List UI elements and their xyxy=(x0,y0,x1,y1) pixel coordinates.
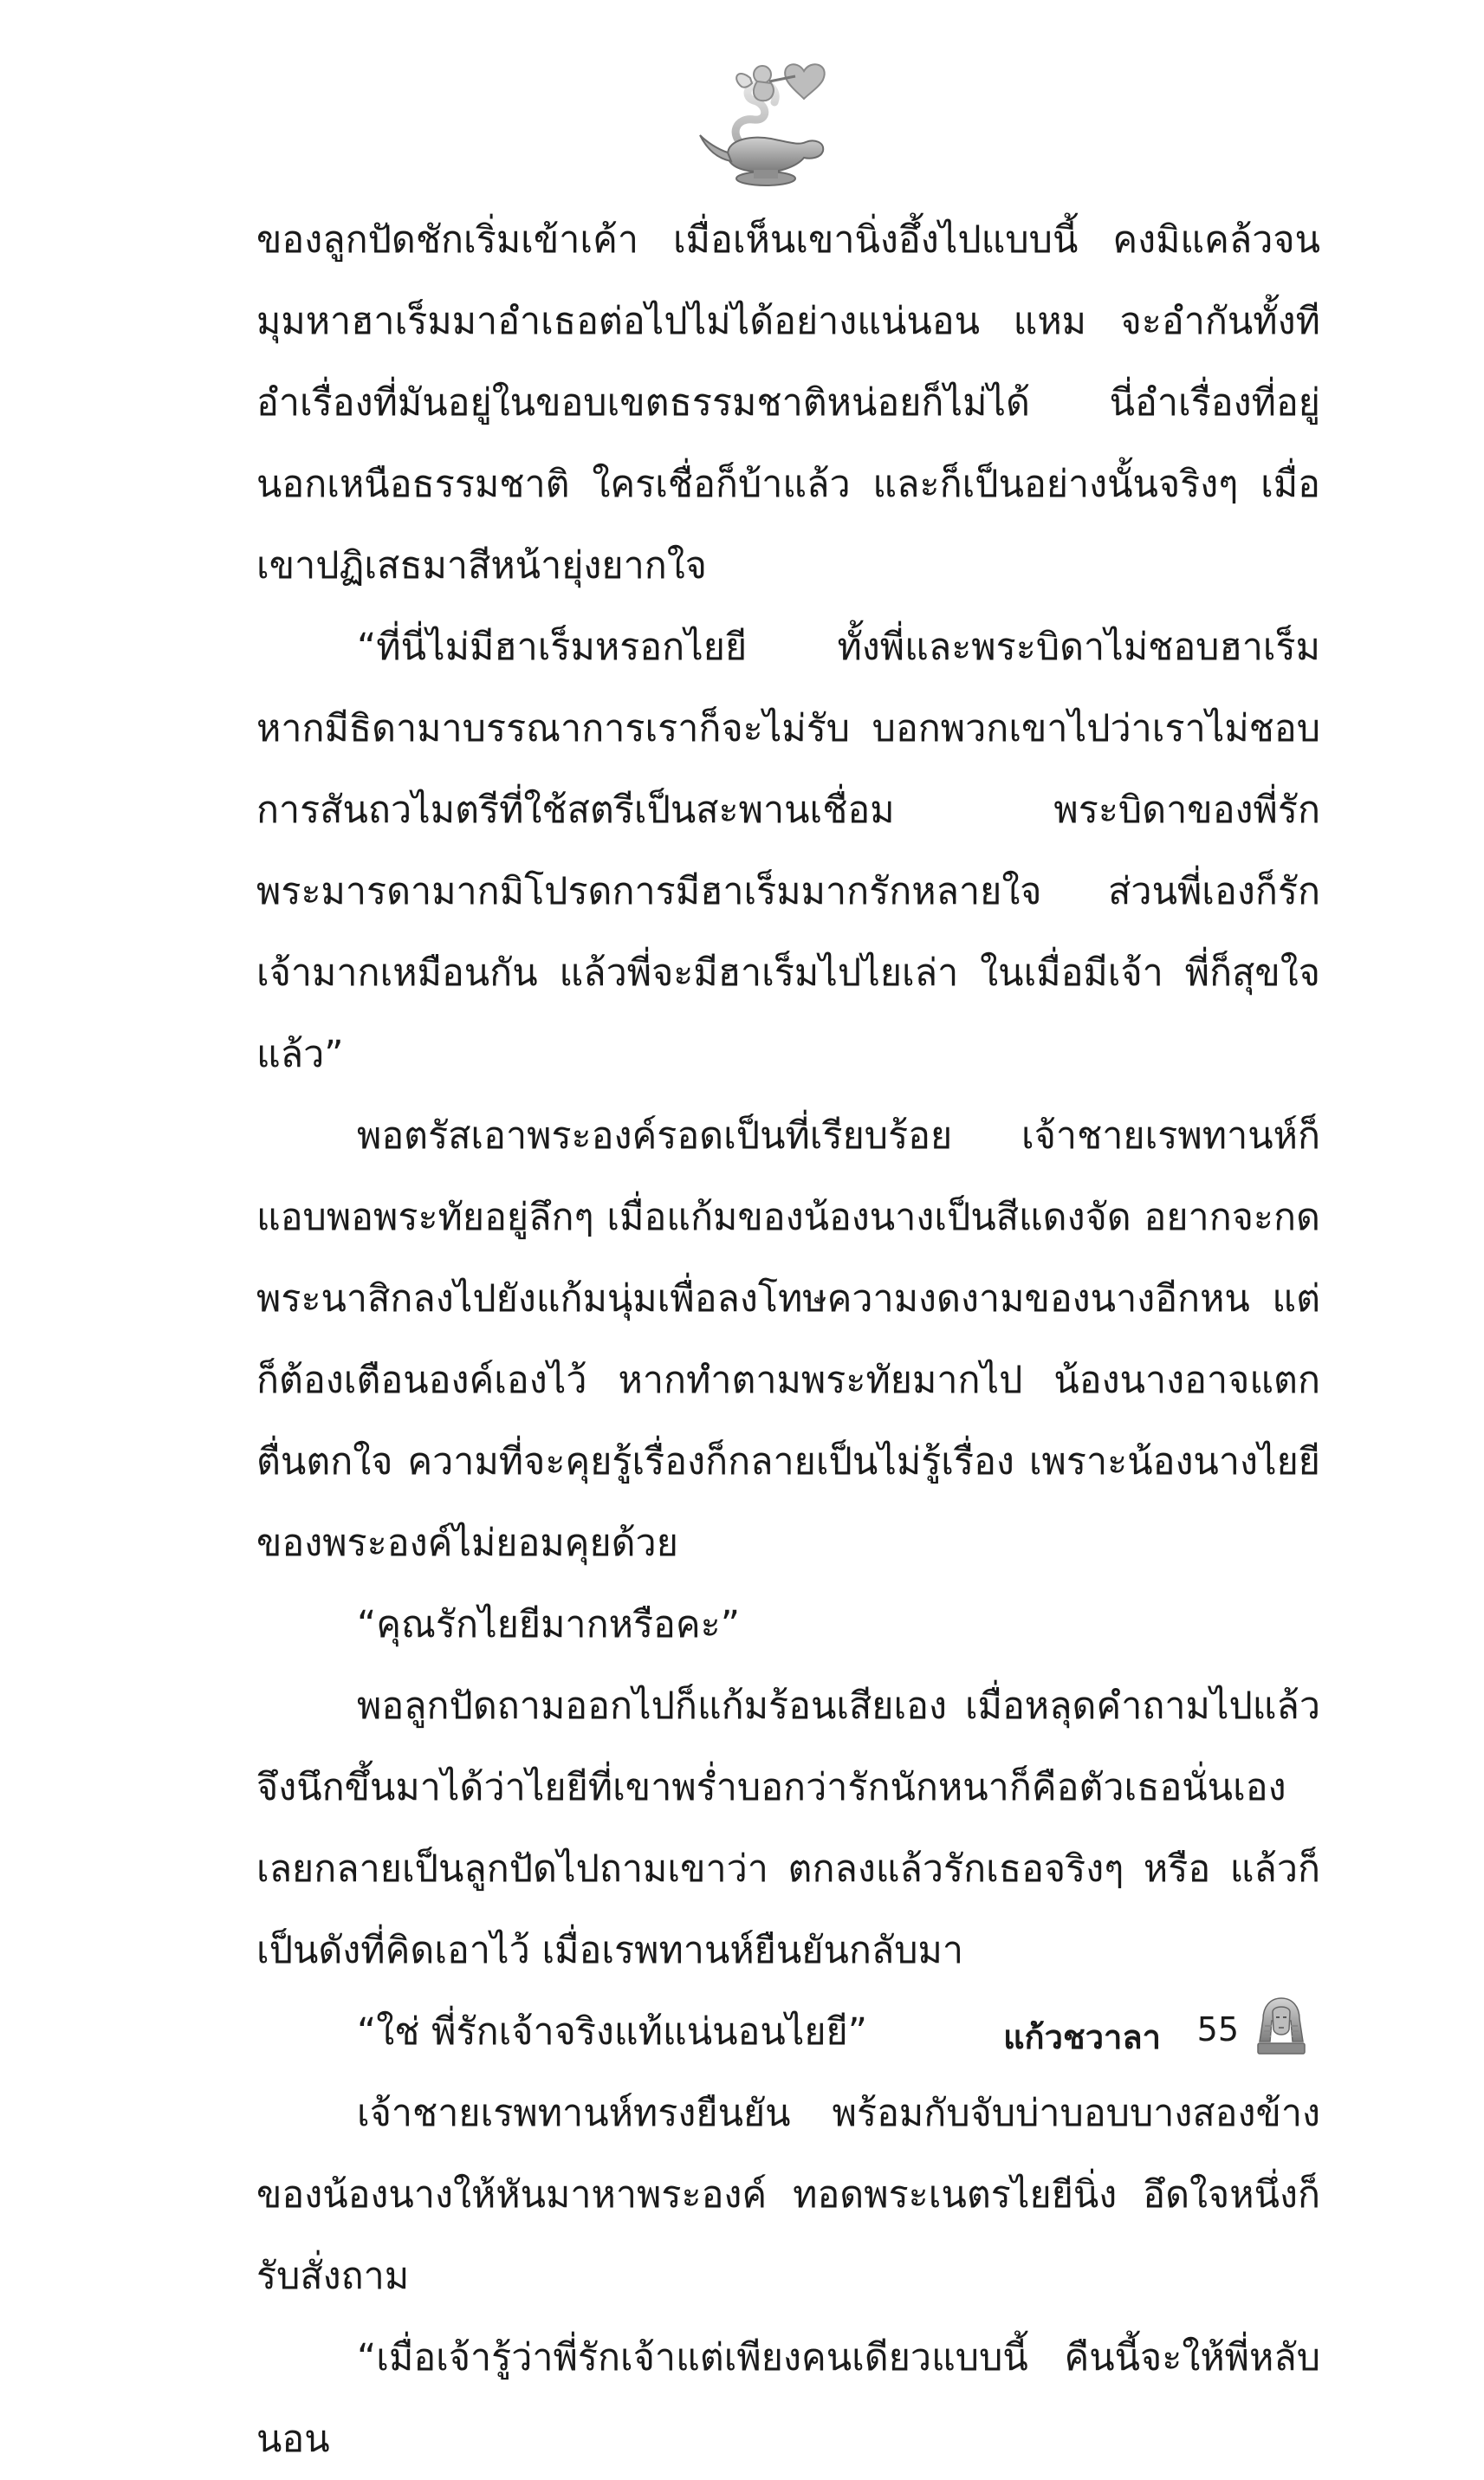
paragraph: “เมื่อเจ้ารู้ว่าพี่รักเจ้าแต่เพียงคนเดียวแบบนี้ คืนนี้จะให้พี่หลับนอน xyxy=(256,2336,1320,2461)
magic-lamp-genie-icon xyxy=(693,52,840,191)
paragraph: พอลูกปัดถามออกไปก็แก้มร้อนเสียเอง เมื่อหลุดคำถามไปแล้ว จึงนึกขึ้นมาได้ว่าไยยีที่เขาพร่ำบอกว่ารักนักหนาก็คือตัวเธอนั่นเอง เลยกลายเป็นลูกปัดไปถามเขาว่า ตกลงแล้วรักเธอจริงๆ หรือ แล้วก็เป็นดังที่คิดเอาไว้ เมื่อเรพทานห์ยืนยันกลับมา xyxy=(256,1685,1320,1972)
page-number: 55 xyxy=(1196,2010,1239,2048)
paragraph: ของลูกปัดชักเริ่มเข้าเค้า เมื่อเห็นเขานิ่งอึ้งไปแบบนี้ คงมิแคล้วจนมุมหาฮาเร็มมาอำเธอต่อไปไม่ได้อย่างแน่นอน แหม จะอำกันทั้งที อำเรื่องที่มันอยู่ในขอบเขตธรรมชาติหน่อยก็ไม่ได้ นี่อำเรื่องที่อยู่นอกเหนือธรรมชาติ ใครเชื่อก็บ้าแล้ว และก็เป็นอย่างนั้นจริงๆ เมื่อเขาปฏิเสธมาสีหน้ายุ่งยากใจ xyxy=(256,218,1320,588)
paragraph: “ใช่ พี่รักเจ้าจริงแท้แน่นอนไยยี” xyxy=(357,2010,868,2054)
sphinx-icon xyxy=(1254,1995,1308,2057)
page-footer xyxy=(953,1993,1334,2071)
paragraph: “คุณรักไยยีมากหรือคะ” xyxy=(357,1603,741,1646)
paragraph: พอตรัสเอาพระองค์รอดเป็นที่เรียบร้อย เจ้าชายเรพทานห์ก็แอบพอพระทัยอยู่ลึกๆ เมื่อแก้มของน้องนางเป็นสีแดงจัด อยากจะกดพระนาสิกลงไปยังแก้มนุ่มเพื่อลงโทษความงดงามของนางอีกหน แต่ก็ต้องเตือนองค์เองไว้ หากทำตามพระทัยมากไป น้องนางอาจแตกตื่นตกใจ ความที่จะคุยรู้เรื่องก็กลายเป็นไม่รู้เรื่อง เพราะน้องนางไยยีของพระองค์ไม่ยอมคุยด้วย xyxy=(256,1114,1320,1565)
paragraph: เจ้าชายเรพทานห์ทรงยืนยัน พร้อมกับจับบ่าบอบบางสองข้างของน้องนางให้หันมาหาพระองค์ ทอดพระเนตรไยยีนิ่ง อึดใจหนึ่งก็รับสั่งถาม xyxy=(256,2092,1320,2298)
book-title: แก้วชวาลา xyxy=(1003,2018,1161,2056)
paragraph: “ที่นี่ไม่มีฮาเร็มหรอกไยยี ทั้งพี่และพระบิดาไม่ชอบฮาเร็ม หากมีธิดามาบรรณาการเราก็จะไม่รับ บอกพวกเขาไปว่าเราไม่ชอบการสันถวไมตรีที่ใช้สตรีเป็นสะพานเชื่อม พระบิดาของพี่รักพระมารดามากมิโปรดการมีฮาเร็มมากรักหลายใจ ส่วนพี่เองก็รักเจ้ามากเหมือนกัน แล้วพี่จะมีฮาเร็มไปไยเล่า ในเมื่อมีเจ้า พี่ก็สุขใจแล้ว” xyxy=(256,626,1320,1076)
page-body-text xyxy=(256,199,1320,2480)
